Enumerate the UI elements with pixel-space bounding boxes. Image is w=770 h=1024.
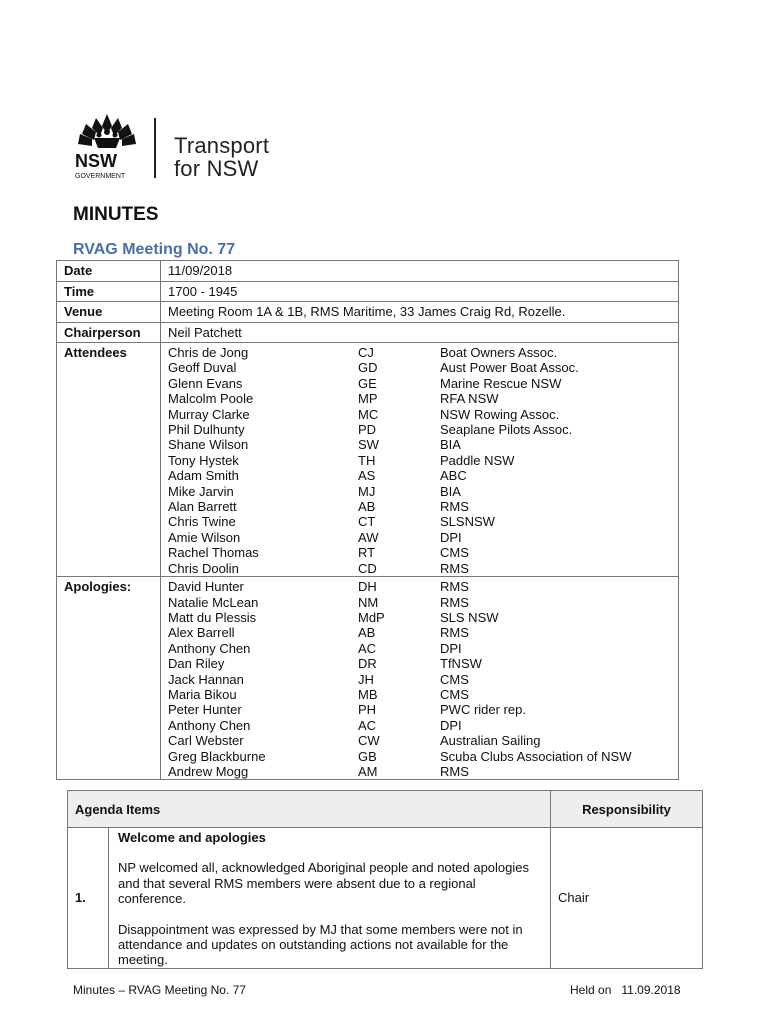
person-name: Greg Blackburne xyxy=(168,748,266,764)
person-name: Jack Hannan xyxy=(168,671,244,687)
time-row xyxy=(57,281,679,302)
person-initials: CD xyxy=(358,560,377,576)
svg-text:NSW: NSW xyxy=(75,151,117,171)
person-name: Amie Wilson xyxy=(168,529,241,545)
person-organisation: RMS xyxy=(440,625,469,641)
brand-line-2: for NSW xyxy=(174,156,259,181)
person-organisation: Marine Rescue NSW xyxy=(440,375,562,391)
person-initials: GB xyxy=(358,748,377,764)
person-initials: GE xyxy=(358,375,377,391)
person-name: Rachel Thomas xyxy=(168,545,259,561)
date-value: 11/09/2018 xyxy=(161,261,679,282)
person-name: Phil Dulhunty xyxy=(168,422,245,438)
person-name: Malcolm Poole xyxy=(168,391,254,407)
person-name: Anthony Chen xyxy=(168,717,251,733)
person-initials: AC xyxy=(358,640,377,656)
person-initials: PD xyxy=(358,422,377,438)
agenda-item-para-2: Disappointment was expressed by MJ that some members were not in attendance and updates on outstanding actions not available for the meeting. xyxy=(118,921,523,968)
person-name: Murray Clarke xyxy=(168,406,250,422)
time-value: 1700 - 1945 xyxy=(161,281,679,302)
person-initials: PH xyxy=(358,702,377,718)
person-initials: MP xyxy=(358,391,378,407)
person-organisation: Australian Sailing xyxy=(440,733,541,749)
person-name: Adam Smith xyxy=(168,468,239,484)
attendees-label: Attendees xyxy=(57,343,161,577)
person-organisation: Seaplane Pilots Assoc. xyxy=(440,422,573,438)
waratah-icon xyxy=(72,112,142,182)
person-initials: DR xyxy=(358,656,377,672)
person-organisation: RMS xyxy=(440,499,469,515)
attendees-list xyxy=(168,345,671,576)
person-organisation: DPI xyxy=(440,640,462,656)
apologies-row xyxy=(57,577,679,780)
agenda-item-row xyxy=(68,828,703,969)
person-organisation: CMS xyxy=(440,545,469,561)
agenda-item-title: Welcome and apologies xyxy=(118,830,266,845)
transport-nsw-logo xyxy=(72,112,302,184)
brand-name xyxy=(174,134,269,180)
person-initials: AB xyxy=(358,499,376,515)
agenda-items-header: Agenda Items xyxy=(68,791,551,828)
person-initials: GD xyxy=(358,360,378,376)
footer-title: Minutes – RVAG Meeting No. 77 xyxy=(73,983,246,997)
person-name: Chris Doolin xyxy=(168,560,239,576)
person-initials: TH xyxy=(358,452,376,468)
svg-text:GOVERNMENT: GOVERNMENT xyxy=(75,173,126,180)
person-organisation: Scuba Clubs Association of NSW xyxy=(440,748,632,764)
attendees-row xyxy=(57,343,679,577)
person-name: Natalie McLean xyxy=(168,594,259,610)
person-initials: RT xyxy=(358,545,376,561)
person-name: Chris Twine xyxy=(168,514,236,530)
date-label: Date xyxy=(57,261,161,282)
responsibility-header: Responsibility xyxy=(551,791,703,828)
agenda-item-para-1: NP welcomed all, acknowledged Aboriginal people and noted apologies and that several RMS members were absent due to a regional conference. xyxy=(118,860,529,907)
footer-held-label: Held on xyxy=(570,983,612,997)
person-name: Alan Barrett xyxy=(168,499,237,515)
person-initials: SW xyxy=(358,437,379,453)
footer-held-date: 11.09.2018 xyxy=(621,983,681,997)
footer-held-on xyxy=(570,983,681,997)
chair-value: Neil Patchett xyxy=(161,322,679,343)
person-name: Chris de Jong xyxy=(168,345,249,360)
person-organisation: RFA NSW xyxy=(440,391,499,407)
date-row xyxy=(57,261,679,282)
person-initials: AW xyxy=(358,529,379,545)
venue-row xyxy=(57,302,679,323)
person-initials: CW xyxy=(358,733,380,749)
person-organisation: DPI xyxy=(440,717,462,733)
brand-line-1: Transport xyxy=(174,133,270,158)
time-label: Time xyxy=(57,281,161,302)
person-name: Glenn Evans xyxy=(168,375,243,391)
venue-label: Venue xyxy=(57,302,161,323)
person-initials: MC xyxy=(358,406,379,422)
person-initials: AB xyxy=(358,625,376,641)
person-name: Shane Wilson xyxy=(168,437,249,453)
chair-label: Chairperson xyxy=(57,322,161,343)
person-initials: AM xyxy=(358,763,378,779)
person-organisation: CMS xyxy=(440,686,469,702)
person-organisation: BIA xyxy=(440,483,461,499)
person-organisation: RMS xyxy=(440,594,469,610)
agenda-header-row xyxy=(68,791,703,828)
person-organisation: SLS NSW xyxy=(440,609,499,625)
person-organisation: NSW Rowing Assoc. xyxy=(440,406,560,422)
person-name: Mike Jarvin xyxy=(168,483,234,499)
person-name: Carl Webster xyxy=(168,733,244,749)
agenda-item-responsibility: Chair xyxy=(551,828,703,969)
person-initials: AS xyxy=(358,468,376,484)
person-organisation: Paddle NSW xyxy=(440,452,515,468)
person-initials: JH xyxy=(358,671,374,687)
agenda-table xyxy=(67,790,703,969)
person-initials: MJ xyxy=(358,483,376,499)
person-initials: CT xyxy=(358,514,376,530)
person-organisation: SLSNSW xyxy=(440,514,495,530)
person-organisation: RMS xyxy=(440,579,469,595)
person-initials: NM xyxy=(358,594,379,610)
person-initials: DH xyxy=(358,579,377,595)
person-initials: AC xyxy=(358,717,377,733)
person-initials: MB xyxy=(358,686,378,702)
person-name: Anthony Chen xyxy=(168,640,251,656)
person-organisation: Aust Power Boat Assoc. xyxy=(440,360,579,376)
person-organisation: ABC xyxy=(440,468,467,484)
person-initials: MdP xyxy=(358,609,385,625)
person-organisation: Boat Owners Assoc. xyxy=(440,345,558,360)
person-name: Matt du Plessis xyxy=(168,609,257,625)
agenda-item-number: 1. xyxy=(68,828,109,969)
meeting-title: RVAG Meeting No. 77 xyxy=(73,241,236,258)
person-organisation: RMS xyxy=(440,560,469,576)
person-name: Dan Riley xyxy=(168,656,225,672)
person-name: Geoff Duval xyxy=(168,360,237,376)
person-name: Maria Bikou xyxy=(168,686,237,702)
person-organisation: TfNSW xyxy=(440,656,482,672)
logo-divider xyxy=(154,118,156,178)
chair-row xyxy=(57,322,679,343)
person-name: Alex Barrell xyxy=(168,625,235,641)
person-organisation: RMS xyxy=(440,763,469,779)
person-organisation: CMS xyxy=(440,671,469,687)
agenda-item-body xyxy=(109,828,551,969)
venue-value: Meeting Room 1A & 1B, RMS Maritime, 33 James Craig Rd, Rozelle. xyxy=(161,302,679,323)
document-title: MINUTES xyxy=(73,204,159,225)
person-organisation: BIA xyxy=(440,437,461,453)
person-organisation: DPI xyxy=(440,529,462,545)
person-name: Peter Hunter xyxy=(168,702,242,718)
meeting-details-table xyxy=(56,260,679,780)
person-initials: CJ xyxy=(358,345,374,360)
person-name: Andrew Mogg xyxy=(168,763,249,779)
person-name: Tony Hystek xyxy=(168,452,239,468)
apologies-list xyxy=(168,579,671,779)
person-organisation: PWC rider rep. xyxy=(440,702,526,718)
person-name: David Hunter xyxy=(168,579,244,595)
apologies-label: Apologies: xyxy=(57,577,161,780)
